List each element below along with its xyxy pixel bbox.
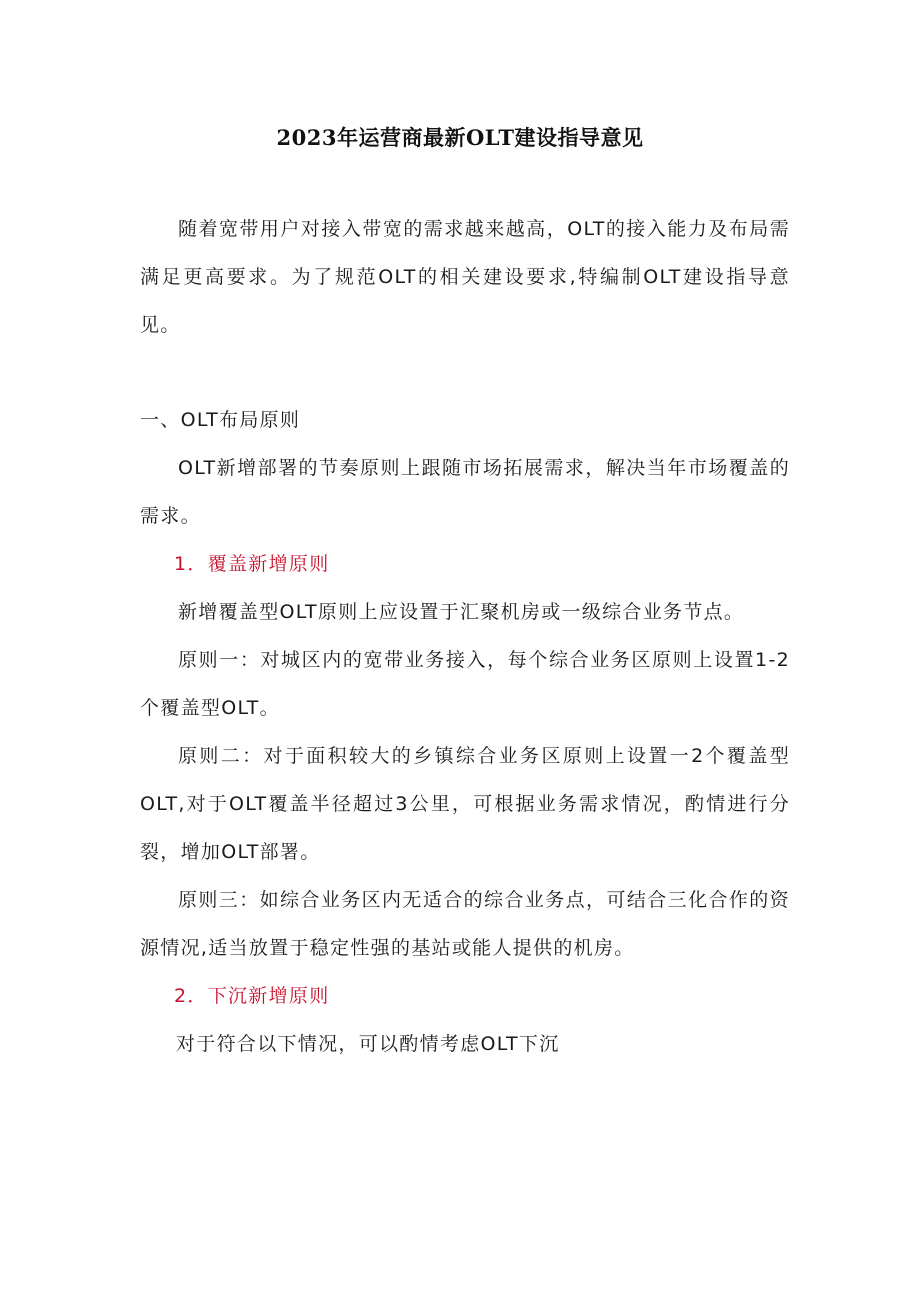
document-title: 2023年运营商最新OLT建设指导意见 (276, 125, 644, 150)
rule-3-paragraph: 原则三：如综合业务区内无适合的综合业务点，可结合三化合作的资源情况,适当放置于稳定性强的基站或能人提供的机房。 (140, 889, 790, 959)
section-1 (140, 396, 790, 1068)
section-1-paragraph: OLT新增部署的节奏原则上跟随市场拓展需求，解决当年市场覆盖的需求。 (140, 457, 790, 527)
intro-paragraph: 随着宽带用户对接入带宽的需求越来越高，OLT的接入能力及布局需满足更高要求。为了规范OLT的相关建设要求,特编制OLT建设指导意见。 (140, 218, 790, 336)
subsection-1-paragraph: 新增覆盖型OLT原则上应设置于汇聚机房或一级综合业务节点。 (178, 601, 745, 623)
subsection-1-heading: 1．覆盖新增原则 (174, 553, 330, 575)
rule-1-paragraph: 原则一：对城区内的宽带业务接入，每个综合业务区原则上设置1-2个覆盖型OLT。 (140, 649, 790, 719)
rule-2-paragraph: 原则二：对于面积较大的乡镇综合业务区原则上设置一2个覆盖型OLT,对于OLT覆盖半径超过3公里，可根据业务需求情况，酌情进行分裂，增加OLT部署。 (140, 745, 790, 863)
section-1-heading: 一、OLT布局原则 (140, 409, 301, 431)
intro-block (140, 205, 790, 349)
subsection-2-heading: 2．下沉新增原则 (174, 985, 330, 1007)
subsection-2-paragraph: 对于符合以下情况，可以酌情考虑OLT下沉 (176, 1033, 560, 1055)
